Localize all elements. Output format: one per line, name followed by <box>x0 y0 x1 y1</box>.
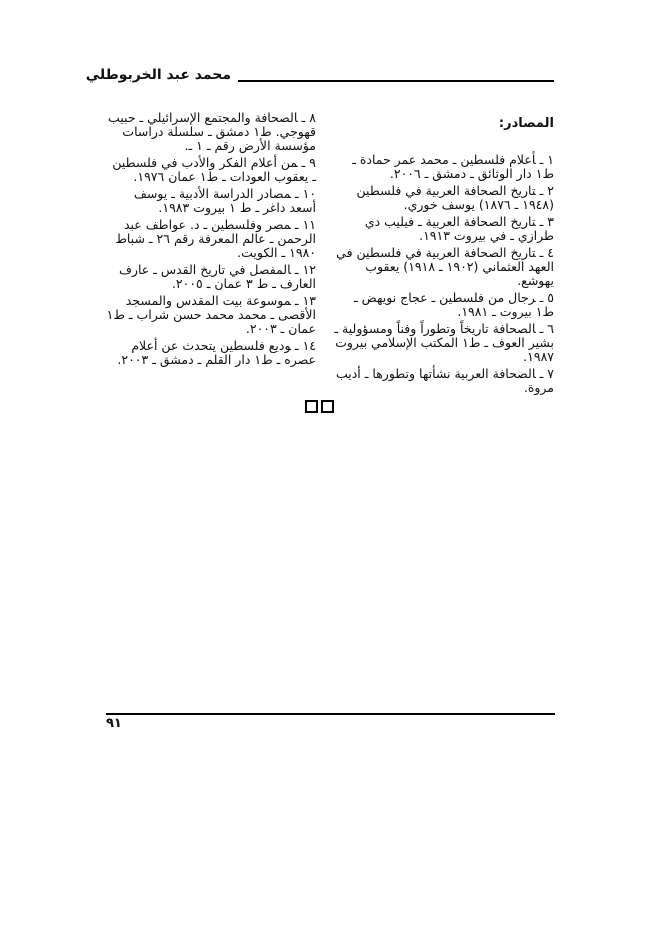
reference-number: ٣ ـ <box>539 214 554 229</box>
reference-item <box>106 187 316 215</box>
reference-item <box>106 339 316 367</box>
running-header-author: محمد عبد الخربوطلي <box>85 67 231 83</box>
reference-item <box>334 153 554 181</box>
reference-text: الصحافة العربية نشأتها وتطورها ـ أديب مروة. <box>335 366 554 395</box>
reference-number: ١٣ ـ <box>294 293 316 308</box>
reference-item <box>334 215 554 243</box>
reference-number: ٦ ـ <box>539 321 554 336</box>
reference-number: ٥ ـ <box>539 290 554 305</box>
reference-item <box>106 156 316 184</box>
reference-number: ٢ ـ <box>539 183 554 198</box>
reference-item <box>106 218 316 260</box>
reference-text: مصادر الدراسة الأدبية ـ يوسف أسعد داغر ـ ط ١ بيروت ١٩٨٣. <box>133 186 316 215</box>
reference-number: ١ ـ <box>539 152 554 167</box>
reference-item <box>106 263 316 291</box>
reference-number: ٩ ـ <box>301 155 316 170</box>
reference-text: الصحافة والمجتمع الإسرائيلي ـ حبيب قهوجي. ط١ دمشق ـ سلسلة دراسات مؤسسة الأرض رقم ـ ١ ـ. <box>108 110 316 153</box>
reference-number: ١٠ ـ <box>294 186 316 201</box>
square-ornament-icon <box>305 400 318 413</box>
square-ornament-icon <box>321 400 334 413</box>
reference-item <box>334 322 554 364</box>
reference-number: ١٤ ـ <box>294 338 316 353</box>
sources-heading: المصادر: <box>498 116 554 131</box>
references-left-column <box>106 111 316 370</box>
reference-text: موسوعة بيت المقدس والمسجد الأقصى ـ محمد محمد حسن شراب ـ ط١ عمان ـ ٢٠٠٣. <box>106 293 316 336</box>
reference-item <box>334 246 554 288</box>
reference-text: من أعلام الفكر والأدب في فلسطين ـ يعقوب العودات ـ ط١ عمان ١٩٧٦. <box>112 155 316 184</box>
references-right-column <box>334 153 554 398</box>
reference-text: وديع فلسطين يتحدث عن أعلام عصره ـ ط١ دار القلم ـ دمشق ـ ٢٠٠٣. <box>117 338 316 367</box>
page-number: ٩١ <box>106 716 122 731</box>
reference-item <box>334 184 554 212</box>
reference-item <box>106 294 316 336</box>
footer-rule <box>106 713 555 715</box>
reference-text: تاريخ الصحافة العربية ـ فيليب دي طرازي ـ في بيروت ١٩١٣. <box>364 214 554 243</box>
reference-number: ١١ ـ <box>294 217 316 232</box>
reference-item <box>334 367 554 395</box>
reference-number: ٨ ـ <box>301 110 316 125</box>
reference-text: مصر وفلسطين ـ د. عواطف عبد الرحمن ـ عالم المعرفة رقم ٢٦ ـ شباط ١٩٨٠ ـ الكويت. <box>115 217 316 260</box>
reference-item <box>334 291 554 319</box>
reference-number: ١٢ ـ <box>294 262 316 277</box>
reference-text: تاريخ الصحافة العربية في فلسطين في العهد العثماني (١٩٠٢ ـ ١٩١٨) يعقوب يهوشع. <box>336 245 554 288</box>
reference-text: تاريخ الصحافة العربية في فلسطين (١٩٤٨ ـ ١٨٧٦) يوسف خوري. <box>356 183 554 212</box>
reference-number: ٤ ـ <box>539 245 554 260</box>
reference-text: الصحافة تاريخاً وتطوراً وفناً ومسؤولية ـ بشير العوف ـ ط١ المكتب الإسلامي بيروت ١٩٨٧. <box>334 321 554 364</box>
reference-item <box>106 111 316 153</box>
reference-text: أعلام فلسطين ـ محمد عمر حمادة ـ ط١ دار الوثائق ـ دمشق ـ ٢٠٠٦. <box>352 152 554 181</box>
reference-text: المفصل في تاريخ القدس ـ عارف العارف ـ ط ٣ عمان ـ ٢٠٠٥. <box>118 262 316 291</box>
reference-text: رجال من فلسطين ـ عجاج نويهض ـ ط١ بيروت ـ ١٩٨١. <box>354 290 554 319</box>
section-end-mark <box>305 400 334 413</box>
reference-number: ٧ ـ <box>539 366 554 381</box>
header-rule <box>238 80 554 82</box>
